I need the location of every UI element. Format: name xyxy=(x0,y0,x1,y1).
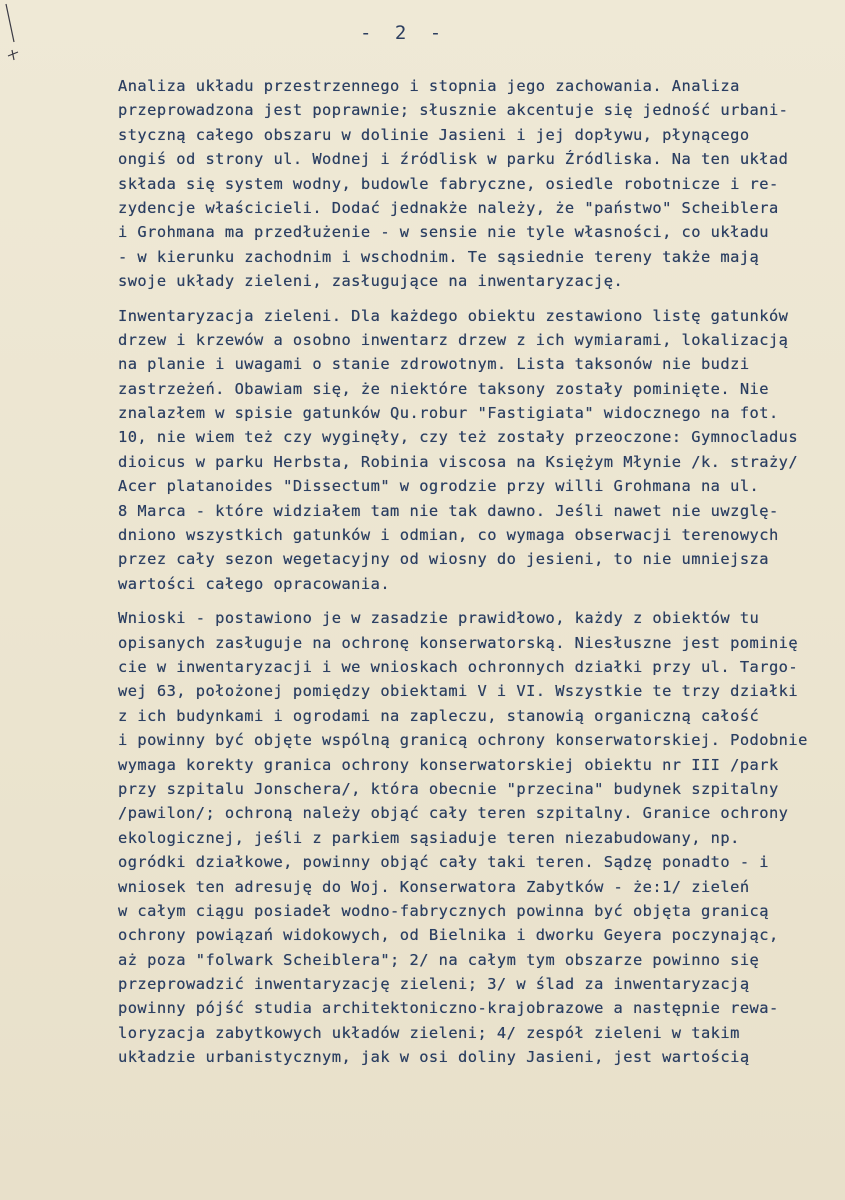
text-line: na planie i uwagami o stanie zdrowotnym. Lista taksonów nie budzi xyxy=(118,355,750,374)
paragraph-spatial-analysis xyxy=(118,74,845,294)
text-line: ochrony powiązań widokowych, od Bielnika i dworku Geyera poczynając, xyxy=(118,926,779,945)
paragraph-greenery-inventory xyxy=(118,304,845,597)
text-line: układzie urbanistycznym, jak w osi doliny Jasieni, jest wartością xyxy=(118,1048,750,1067)
text-line: - w kierunku zachodnim i wschodnim. Te sąsiednie tereny także mają xyxy=(118,247,760,266)
text-line: przeprowadzić inwentaryzację zieleni; 3/ w ślad za inwentaryzacją xyxy=(118,975,750,994)
text-line: wniosek ten adresuję do Woj. Konserwatora Zabytków - że:1/ zieleń xyxy=(118,877,750,896)
text-line: przez cały sezon wegetacyjny od wiosny do jesieni, to nie umniejsza xyxy=(118,550,769,569)
text-line: aż poza "folwark Scheiblera"; 2/ na całym tym obszarze powinno się xyxy=(118,950,760,969)
text-line: cie w inwentaryzacji i we wnioskach ochronnych działki przy ul. Targo- xyxy=(118,657,799,676)
text-line: przeprowadzona jest poprawnie; słusznie akcentuje się jedność urbani- xyxy=(118,101,789,120)
text-line: wej 63, położonej pomiędzy obiektami V i VI. Wszystkie te trzy działki xyxy=(118,682,799,701)
text-line: 8 Marca - które widziałem tam nie tak dawno. Jeśli nawet nie uwzglę- xyxy=(118,501,779,520)
text-line: wymaga korekty granica ochrony konserwatorskiej obiektu nr III /park xyxy=(118,755,779,774)
text-line: ogródki działkowe, powinny objąć cały taki teren. Sądzę ponadto - i xyxy=(118,853,769,872)
text-line: ekologicznej, jeśli z parkiem sąsiaduje teren niezabudowany, np. xyxy=(118,828,740,847)
text-line: Wnioski - postawiono je w zasadzie prawidłowo, każdy z obiektów tu xyxy=(118,609,760,628)
page-number: - 2 - xyxy=(360,22,448,44)
text-line: loryzacja zabytkowych układów zieleni; 4/ zespół zieleni w takim xyxy=(118,1023,740,1042)
text-line: powinny pójść studia architektoniczno-krajobrazowe a następnie rewa- xyxy=(118,999,779,1018)
text-line: Analiza układu przestrzennego i stopnia jego zachowania. Analiza xyxy=(118,77,740,95)
text-line: zastrzeżeń. Obawiam się, że niektóre taksony zostały pominięte. Nie xyxy=(118,379,769,398)
text-line: dioicus w parku Herbsta, Robinia viscosa na Księżym Młynie /k. straży/ xyxy=(118,452,799,471)
text-line: i powinny być objęte wspólną granicą ochrony konserwatorskiej. Podobnie xyxy=(118,731,808,750)
text-line: Inwentaryzacja zieleni. Dla każdego obiektu zestawiono listę gatunków xyxy=(118,306,789,325)
text-line: Acer platanoides "Dissectum" w ogrodzie przy willi Grohmana na ul. xyxy=(118,477,760,496)
typewritten-text xyxy=(118,74,845,1070)
text-line: ongiś od strony ul. Wodnej i źródlisk w parku Źródliska. Na ten układ xyxy=(118,150,789,169)
text-line: opisanych zasługuje na ochronę konserwatorską. Niesłuszne jest pominię xyxy=(118,633,799,652)
text-line: dniono wszystkich gatunków i odmian, co wymaga obserwacji terenowych xyxy=(118,526,779,545)
text-line: wartości całego opracowania. xyxy=(118,574,391,593)
text-line: przy szpitalu Jonschera/, która obecnie "przecina" budynek szpitalny xyxy=(118,779,779,798)
text-line: styczną całego obszaru w dolinie Jasieni i jej dopływu, płynącego xyxy=(118,125,750,144)
text-line: z ich budynkami i ogrodami na zapleczu, stanowią organiczną całość xyxy=(118,706,760,725)
text-line: zydencje właścicieli. Dodać jednakże należy, że "państwo" Scheiblera xyxy=(118,198,779,217)
paragraph-conclusions xyxy=(118,606,845,1069)
text-line: 10, nie wiem też czy wyginęły, czy też zostały przeoczone: Gymnocladus xyxy=(118,428,799,447)
text-line: /pawilon/; ochroną należy objąć cały teren szpitalny. Granice ochrony xyxy=(118,804,789,823)
text-line: swoje układy zieleni, zasługujące na inwentaryzację. xyxy=(118,272,624,291)
text-line: w całym ciągu posiadeł wodno-fabrycznych powinna być objęta granicą xyxy=(118,901,769,920)
text-line: i Grohmana ma przedłużenie - w sensie nie tyle własności, co układu xyxy=(118,223,769,242)
text-line: znalazłem w spisie gatunków Qu.robur "Fastigiata" widocznego na fot. xyxy=(118,404,779,423)
text-line: drzew i krzewów a osobno inwentarz drzew z ich wymiarami, lokalizacją xyxy=(118,330,789,349)
margin-pencil-mark-icon xyxy=(2,2,26,62)
text-line: składa się system wodny, budowle fabryczne, osiedle robotnicze i re- xyxy=(118,174,779,193)
